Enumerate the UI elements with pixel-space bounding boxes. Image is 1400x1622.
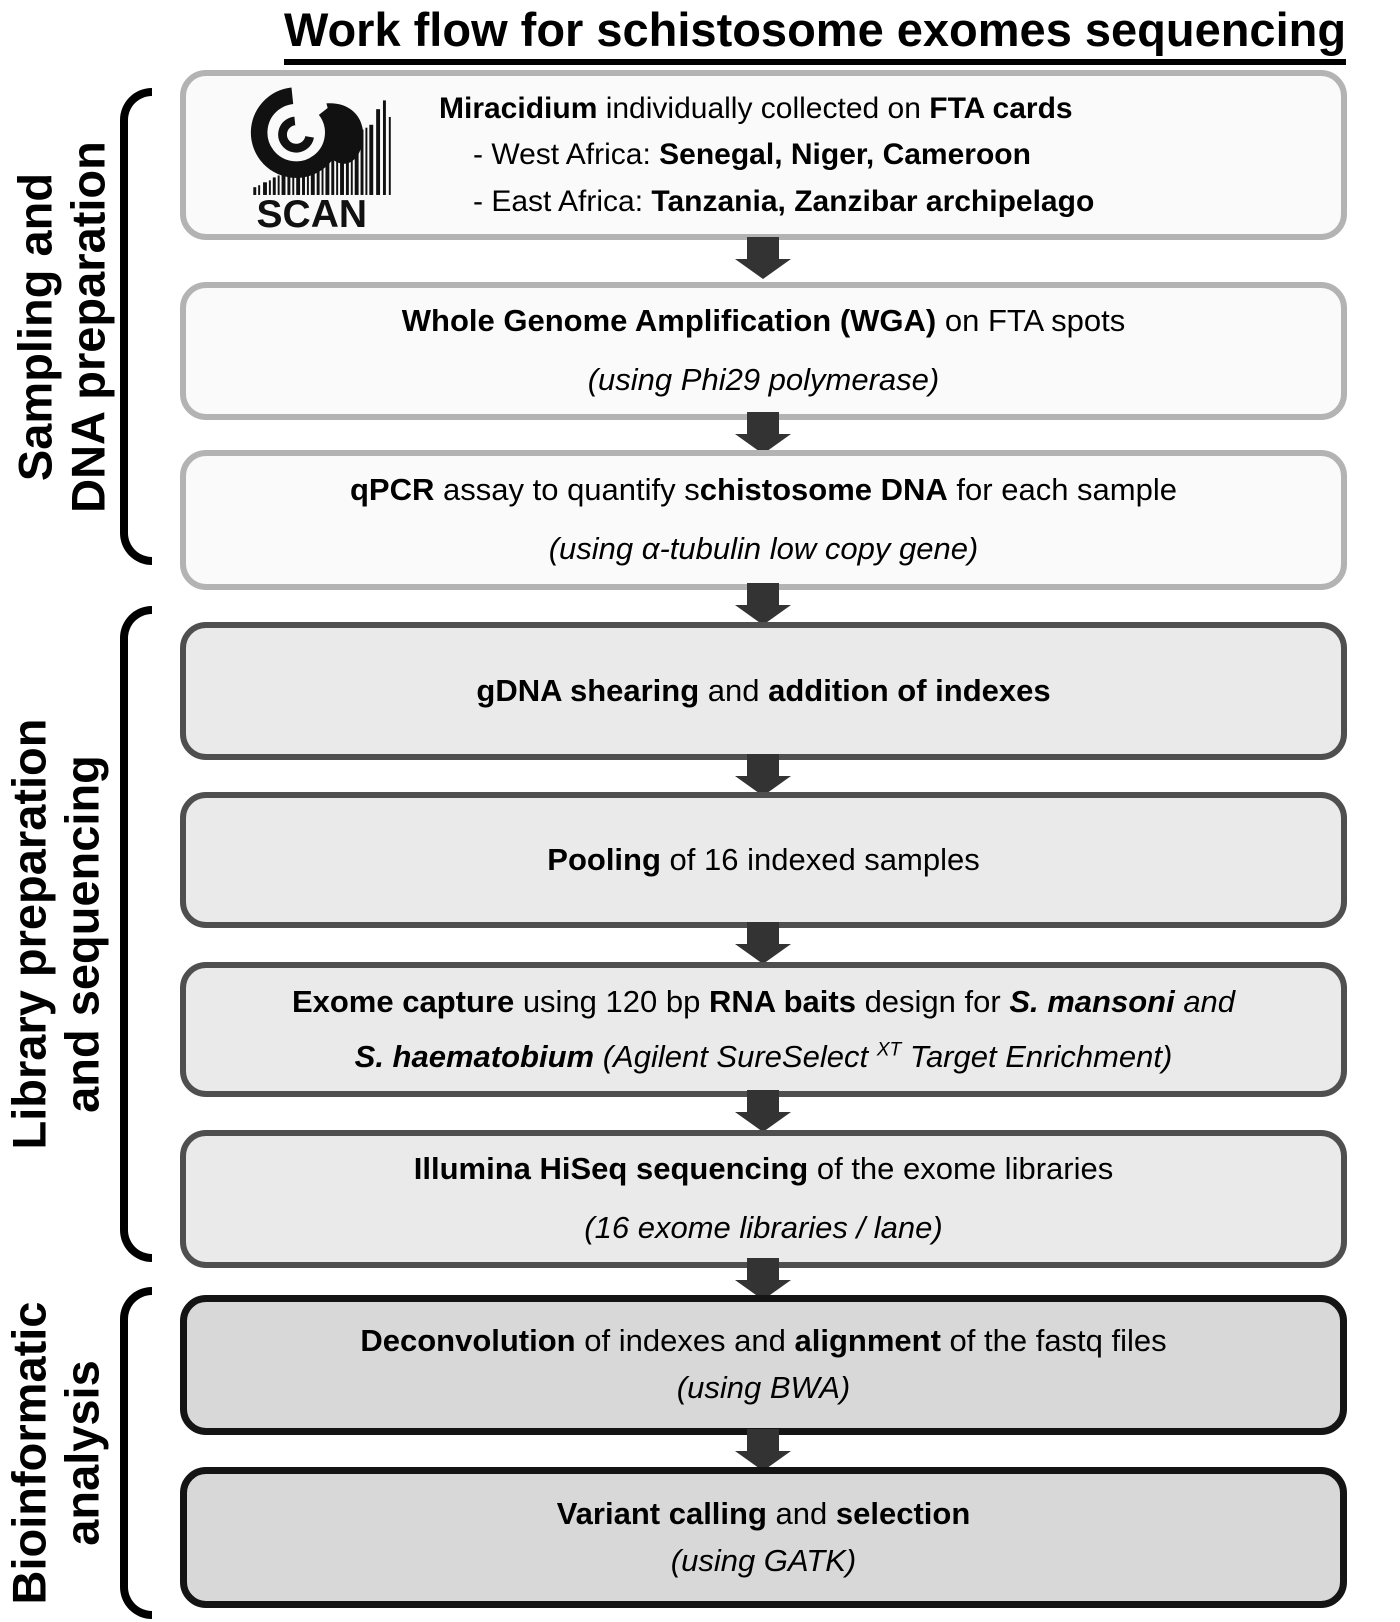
section-label-sampling: Sampling and DNA preparation bbox=[8, 141, 114, 513]
step-line: Pooling of 16 indexed samples bbox=[547, 841, 980, 877]
flow-arrow-down-icon bbox=[735, 922, 791, 964]
step-line: - West Africa: Senegal, Niger, Cameroon bbox=[473, 138, 1031, 172]
section-bracket-sampling bbox=[120, 88, 152, 565]
section-label-library: Library preparation and sequencing bbox=[2, 718, 108, 1150]
step-line: (16 exome libraries / lane) bbox=[584, 1210, 943, 1245]
step-line: Exome capture using 120 bp RNA baits design for S. mansoni and bbox=[291, 983, 1236, 1019]
scan-logo-text: SCAN bbox=[256, 193, 368, 234]
step-line: (using BWA) bbox=[676, 1370, 851, 1405]
step-line: (using GATK) bbox=[670, 1542, 857, 1578]
step-line: - East Africa: Tanzania, Zanzibar archipelago bbox=[473, 184, 1095, 218]
step-exome-capture bbox=[180, 962, 1347, 1097]
step-illumina-hiseq-sequencing bbox=[180, 1130, 1347, 1268]
scan-snail-logo-icon bbox=[226, 76, 421, 234]
flow-arrow-down-icon bbox=[735, 237, 791, 279]
step-line: Deconvolution of indexes and alignment of the fastq files bbox=[360, 1323, 1167, 1359]
step-line: gDNA shearing and addition of indexes bbox=[476, 672, 1051, 708]
step-line: Variant calling and selection bbox=[556, 1495, 971, 1531]
step-whole-genome-amplification bbox=[180, 282, 1347, 420]
step-line: Whole Genome Amplification (WGA) on FTA spots bbox=[401, 303, 1126, 339]
flow-arrow-down-icon bbox=[735, 1429, 791, 1471]
step-line: (using Phi29 polymerase) bbox=[587, 362, 940, 397]
section-bracket-bioinformatic bbox=[120, 1287, 152, 1619]
step-text bbox=[439, 90, 1094, 221]
step-line: Illumina HiSeq sequencing of the exome libraries bbox=[413, 1151, 1114, 1187]
step-line: qPCR assay to quantify schistosome DNA for each sample bbox=[350, 472, 1177, 508]
page-title: Work flow for schistosome exomes sequencing bbox=[230, 2, 1400, 65]
step-pooling bbox=[180, 792, 1347, 928]
step-miracidium-collection bbox=[180, 70, 1347, 240]
flow-arrow-down-icon bbox=[735, 754, 791, 796]
section-bracket-library bbox=[120, 606, 152, 1262]
step-line: S. haematobium (Agilent SureSelect $^{XT}$ Target Enrichment) bbox=[354, 1038, 1173, 1074]
step-deconvolution-alignment bbox=[180, 1295, 1347, 1435]
step-qpcr-quantification bbox=[180, 450, 1347, 590]
step-gdna-shearing bbox=[180, 622, 1347, 760]
section-label-bioinformatic: Bioinformatic analysis bbox=[2, 1301, 108, 1605]
step-line: (using α-tubulin low copy gene) bbox=[548, 531, 979, 566]
step-variant-calling bbox=[180, 1467, 1347, 1608]
step-line: Miracidium individually collected on FTA cards bbox=[439, 91, 1073, 125]
